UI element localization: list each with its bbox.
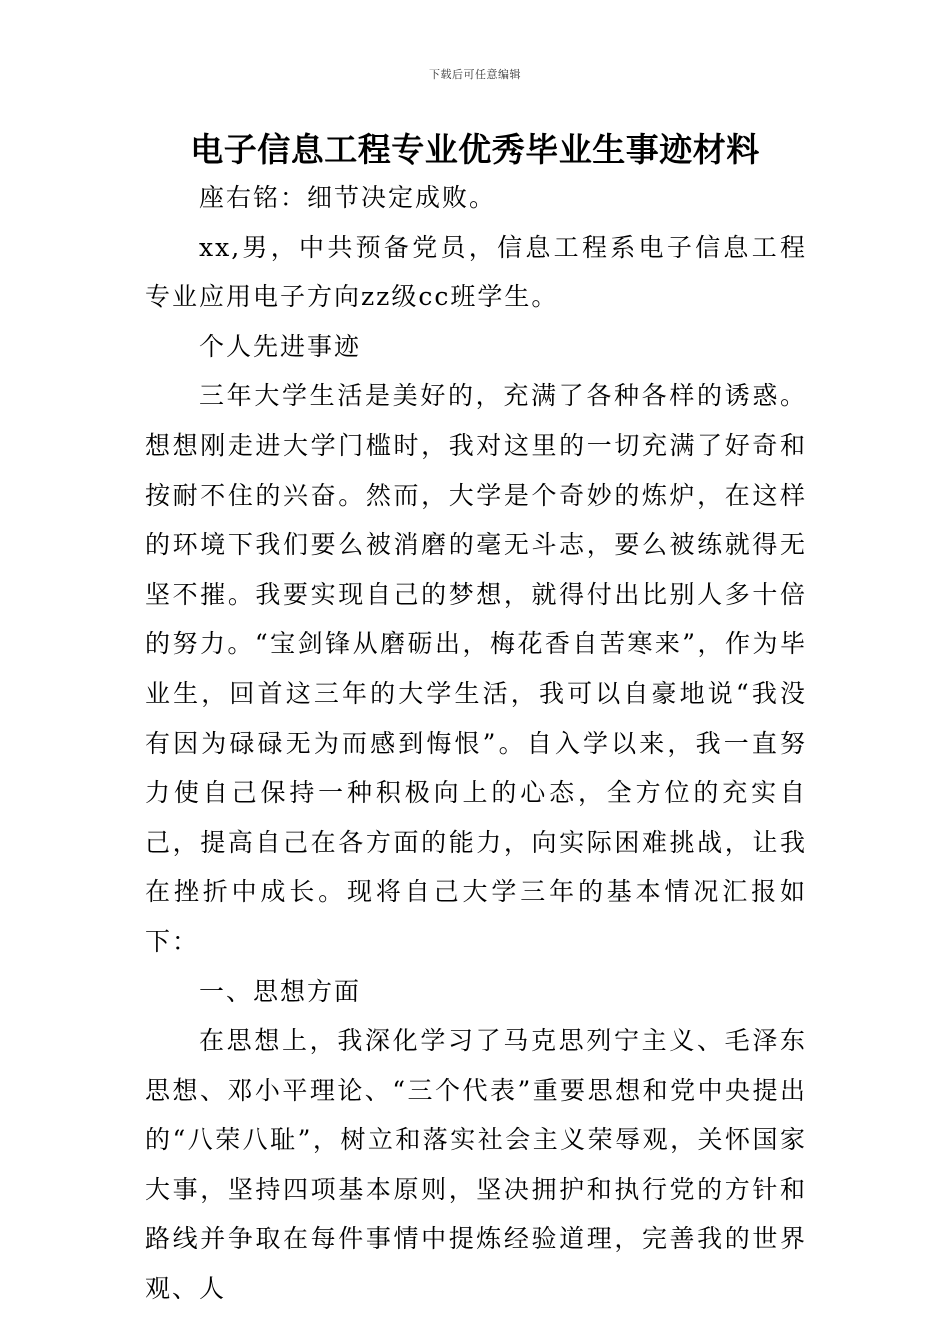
section-heading-deeds: 个人先进事迹 <box>199 331 362 361</box>
header-note: 下载后可任意编辑 <box>429 68 521 81</box>
paragraph-ideology: 在思想上，我深化学习了马克思列宁主义、毛泽东思想、邓小平理论、“三个代表”重要思想和党中央提出的“八荣八耻”，树立和落实社会主义荣辱观，关怀国家大事，坚持四项基本原则，坚决拥护和执行党的方针和路线并争取在每件事情中提炼经验道理，完善我的世界观、人 <box>145 1026 807 1304</box>
paragraph-college-life: 三年大学生活是美好的，充满了各种各样的诱惑。想想刚走进大学门槛时，我对这里的一切充满了好奇和按耐不住的兴奋。然而，大学是个奇妙的炼炉，在这样的环境下我们要么被消磨的毫无斗志，要么被练就得无坚不摧。我要实现自己的梦想，就得付出比别人多十倍的努力。“宝剑锋从磨砺出，梅花香自苦寒来”，作为毕业生，回首这三年的大学生活，我可以自豪地说“我没有因为碌碌无为而感到悔恨”。自入学以来，我一直努力使自己保持一种积极向上的心态，全方位的充实自己，提高自己在各方面的能力，向实际困难挑战，让我在挫折中成长。现将自己大学三年的基本情况汇报如下： <box>145 381 807 956</box>
paragraph-intro: xx,男，中共预备党员，信息工程系电子信息工程专业应用电子方向zz级cc班学生。 <box>145 232 807 312</box>
document-title: 电子信息工程专业优秀毕业生事迹材料 <box>190 130 760 169</box>
paragraph-motto: 座右铭：细节决定成败。 <box>199 183 497 212</box>
section-heading-ideology: 一、思想方面 <box>199 976 362 1006</box>
document-body <box>145 173 807 1314</box>
